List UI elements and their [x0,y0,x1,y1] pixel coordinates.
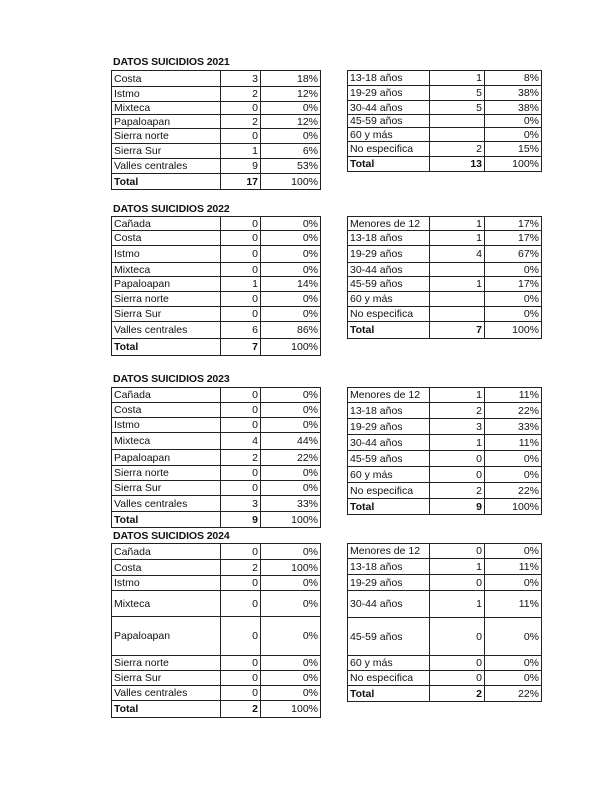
table-row [112,686,321,701]
row-label: No especifica [348,307,430,322]
row-percent: 8% [485,71,542,86]
row-percent: 86% [261,322,321,339]
table-row [348,115,542,128]
row-count: 0 [221,231,261,246]
row-count: 0 [430,575,485,591]
total-percent: 100% [485,499,542,515]
row-percent: 0% [261,591,321,617]
total-row [348,157,542,172]
row-count: 1 [430,71,485,86]
total-percent: 100% [261,174,321,190]
row-label: Sierra Sur [112,481,221,496]
age-table-2024 [347,543,542,702]
table-row [348,403,542,419]
row-count: 0 [221,617,261,656]
row-percent: 6% [261,144,321,159]
row-count: 5 [430,86,485,101]
row-label: 60 y más [348,128,430,142]
table-row [348,142,542,157]
row-percent: 0% [261,576,321,591]
row-label: Cañada [112,544,221,560]
table-row [112,231,321,246]
row-count: 2 [221,87,261,102]
row-count: 1 [430,231,485,246]
row-percent: 0% [485,451,542,467]
row-percent: 0% [261,418,321,433]
total-label: Total [348,157,430,172]
table-row [348,101,542,115]
section-title-2022: DATOS SUICIDIOS 2022 [113,203,230,215]
row-label: Costa [112,231,221,246]
table-row [112,481,321,496]
row-label: 13-18 años [348,403,430,419]
row-count: 0 [430,544,485,559]
region-table-2024 [111,543,321,718]
table-row [348,307,542,322]
table-row [112,246,321,263]
row-percent: 17% [485,231,542,246]
row-count: 0 [221,466,261,481]
total-count: 7 [221,339,261,356]
row-count: 1 [430,277,485,292]
total-row [348,322,542,339]
row-label: Papaloapan [112,617,221,656]
table-row [112,388,321,403]
row-label: 45-59 años [348,618,430,656]
row-label: Menores de 12 [348,217,430,231]
row-label: No especifica [348,142,430,157]
row-percent: 0% [261,388,321,403]
row-count: 6 [221,322,261,339]
row-percent: 0% [261,403,321,418]
row-count: 2 [221,115,261,129]
row-percent: 17% [485,217,542,231]
row-percent: 0% [485,467,542,483]
table-row [348,419,542,435]
table-row [112,418,321,433]
row-label: Papaloapan [112,450,221,466]
region-table-2021 [111,70,321,190]
row-percent: 0% [485,575,542,591]
table-row [112,71,321,87]
row-count: 0 [221,656,261,671]
row-count: 3 [430,419,485,435]
row-count: 1 [430,388,485,403]
row-percent: 100% [261,560,321,576]
total-percent: 100% [261,512,321,528]
row-label: Sierra Sur [112,144,221,159]
row-count: 0 [221,403,261,418]
row-count: 0 [430,467,485,483]
row-label: 45-59 años [348,277,430,292]
total-row [112,174,321,190]
total-row [348,686,542,702]
total-row [112,701,321,718]
row-percent: 0% [261,217,321,231]
row-label: Valles centrales [112,496,221,512]
table-row [112,217,321,231]
table-row [348,128,542,142]
row-count: 0 [221,129,261,144]
table-row [348,544,542,559]
table-row [348,292,542,307]
age-table-2021 [347,70,542,172]
row-percent: 14% [261,277,321,292]
row-percent: 0% [261,686,321,701]
table-row [348,671,542,686]
row-percent: 17% [485,277,542,292]
table-row [348,618,542,656]
row-label: Sierra norte [112,656,221,671]
total-count: 9 [221,512,261,528]
table-row [112,159,321,174]
total-percent: 100% [485,322,542,339]
row-count: 0 [221,671,261,686]
row-count: 4 [430,246,485,263]
table-row [112,617,321,656]
row-percent: 22% [261,450,321,466]
row-label: 13-18 años [348,71,430,86]
region-table-2022 [111,216,321,356]
row-label: Costa [112,560,221,576]
row-count: 0 [221,481,261,496]
row-count [430,307,485,322]
row-label: 19-29 años [348,575,430,591]
total-count: 2 [221,701,261,718]
table-row [112,263,321,277]
table-row [348,451,542,467]
row-percent: 0% [485,544,542,559]
row-count: 0 [221,217,261,231]
section-title-2021: DATOS SUICIDIOS 2021 [113,56,230,68]
row-count: 4 [221,433,261,450]
row-percent: 18% [261,71,321,87]
row-percent: 0% [485,263,542,277]
table-row [348,591,542,618]
row-percent: 0% [261,617,321,656]
row-percent: 0% [261,671,321,686]
row-label: Sierra norte [112,129,221,144]
row-percent: 0% [485,307,542,322]
row-count: 1 [221,144,261,159]
row-percent: 0% [261,102,321,115]
row-count: 2 [430,403,485,419]
table-row [112,496,321,512]
total-percent: 100% [261,339,321,356]
region-table-2023 [111,387,321,528]
row-percent: 38% [485,86,542,101]
table-row [112,591,321,617]
total-count: 2 [430,686,485,702]
table-row [112,576,321,591]
row-percent: 22% [485,403,542,419]
total-count: 17 [221,174,261,190]
table-row [348,246,542,263]
table-row [348,263,542,277]
row-count [430,292,485,307]
total-count: 9 [430,499,485,515]
row-percent: 0% [261,292,321,307]
table-row [348,86,542,101]
row-percent: 0% [261,129,321,144]
row-label: Valles centrales [112,686,221,701]
total-row [112,339,321,356]
row-label: 60 y más [348,292,430,307]
row-label: 30-44 años [348,591,430,618]
row-percent: 0% [261,231,321,246]
row-percent: 0% [261,544,321,560]
row-percent: 53% [261,159,321,174]
row-label: Istmo [112,87,221,102]
row-label: Cañada [112,217,221,231]
row-percent: 44% [261,433,321,450]
row-label: 60 y más [348,656,430,671]
row-label: Sierra norte [112,466,221,481]
row-percent: 0% [261,246,321,263]
row-count: 2 [221,450,261,466]
row-label: 30-44 años [348,263,430,277]
row-count: 0 [221,544,261,560]
row-count: 1 [430,559,485,575]
row-label: Sierra Sur [112,307,221,322]
row-count: 0 [221,388,261,403]
row-count: 9 [221,159,261,174]
row-count: 1 [430,217,485,231]
row-percent: 0% [261,263,321,277]
row-label: 19-29 años [348,419,430,435]
table-row [348,575,542,591]
row-label: Mixteca [112,102,221,115]
row-percent: 0% [485,292,542,307]
row-count: 0 [221,292,261,307]
row-percent: 12% [261,87,321,102]
row-percent: 33% [261,496,321,512]
table-row [112,433,321,450]
row-label: Istmo [112,246,221,263]
table-row [112,671,321,686]
row-count: 0 [430,451,485,467]
row-label: 60 y más [348,467,430,483]
row-label: 13-18 años [348,559,430,575]
row-count: 0 [221,307,261,322]
row-label: Papaloapan [112,115,221,129]
row-percent: 0% [485,656,542,671]
row-label: 45-59 años [348,115,430,128]
table-row [112,102,321,115]
row-percent: 11% [485,388,542,403]
row-percent: 0% [261,656,321,671]
total-row [112,512,321,528]
row-count: 2 [430,483,485,499]
row-percent: 33% [485,419,542,435]
table-row [112,144,321,159]
total-label: Total [348,499,430,515]
row-percent: 22% [485,483,542,499]
table-row [112,292,321,307]
table-row [112,129,321,144]
row-count: 1 [430,591,485,618]
total-count: 7 [430,322,485,339]
row-count [430,128,485,142]
row-count: 2 [430,142,485,157]
row-count: 0 [221,246,261,263]
row-count: 5 [430,101,485,115]
row-label: Mixteca [112,433,221,450]
row-count: 0 [221,591,261,617]
table-row [112,307,321,322]
row-label: Costa [112,403,221,418]
row-count: 0 [221,418,261,433]
row-label: Mixteca [112,591,221,617]
table-row [112,115,321,129]
row-label: Sierra norte [112,292,221,307]
row-label: Menores de 12 [348,388,430,403]
row-percent: 12% [261,115,321,129]
table-row [348,483,542,499]
row-count: 3 [221,496,261,512]
row-count: 0 [430,671,485,686]
row-label: Istmo [112,418,221,433]
row-count: 1 [430,435,485,451]
table-row [348,435,542,451]
row-label: Costa [112,71,221,87]
total-percent: 100% [485,157,542,172]
row-label: 19-29 años [348,86,430,101]
table-row [348,467,542,483]
table-row [112,656,321,671]
row-count [430,263,485,277]
table-row [112,560,321,576]
row-label: Papaloapan [112,277,221,292]
row-label: 13-18 años [348,231,430,246]
table-row [112,450,321,466]
row-percent: 38% [485,101,542,115]
row-label: Sierra Sur [112,671,221,686]
table-row [348,388,542,403]
row-percent: 0% [485,618,542,656]
total-row [348,499,542,515]
row-percent: 0% [261,466,321,481]
row-percent: 0% [485,128,542,142]
row-label: 30-44 años [348,435,430,451]
row-count: 0 [221,686,261,701]
row-label: No especifica [348,671,430,686]
total-percent: 22% [485,686,542,702]
table-row [112,322,321,339]
row-label: Istmo [112,576,221,591]
total-percent: 100% [261,701,321,718]
row-count: 1 [221,277,261,292]
row-percent: 67% [485,246,542,263]
age-table-2023 [347,387,542,515]
row-count: 0 [221,576,261,591]
row-percent: 11% [485,559,542,575]
total-label: Total [348,322,430,339]
row-label: 30-44 años [348,101,430,115]
total-label: Total [112,174,221,190]
table-row [112,277,321,292]
table-row [112,87,321,102]
table-row [348,656,542,671]
table-row [348,559,542,575]
total-label: Total [112,512,221,528]
row-percent: 0% [261,481,321,496]
row-count: 3 [221,71,261,87]
row-percent: 0% [485,671,542,686]
row-label: Cañada [112,388,221,403]
row-count: 0 [430,656,485,671]
row-count: 0 [221,102,261,115]
row-percent: 11% [485,435,542,451]
row-count [430,115,485,128]
section-title-2024: DATOS SUICIDIOS 2024 [113,530,230,542]
row-label: 19-29 años [348,246,430,263]
row-label: Menores de 12 [348,544,430,559]
row-percent: 0% [261,307,321,322]
row-percent: 11% [485,591,542,618]
row-label: Valles centrales [112,322,221,339]
age-table-2022 [347,216,542,339]
total-label: Total [112,339,221,356]
total-label: Total [112,701,221,718]
table-row [112,466,321,481]
table-row [348,277,542,292]
total-label: Total [348,686,430,702]
section-title-2023: DATOS SUICIDIOS 2023 [113,373,230,385]
row-count: 2 [221,560,261,576]
row-label: 45-59 años [348,451,430,467]
table-row [348,231,542,246]
table-row [348,217,542,231]
table-row [348,71,542,86]
row-label: Mixteca [112,263,221,277]
row-count: 0 [430,618,485,656]
row-label: Valles centrales [112,159,221,174]
table-row [112,544,321,560]
row-percent: 0% [485,115,542,128]
row-percent: 15% [485,142,542,157]
row-count: 0 [221,263,261,277]
total-count: 13 [430,157,485,172]
row-label: No especifica [348,483,430,499]
table-row [112,403,321,418]
